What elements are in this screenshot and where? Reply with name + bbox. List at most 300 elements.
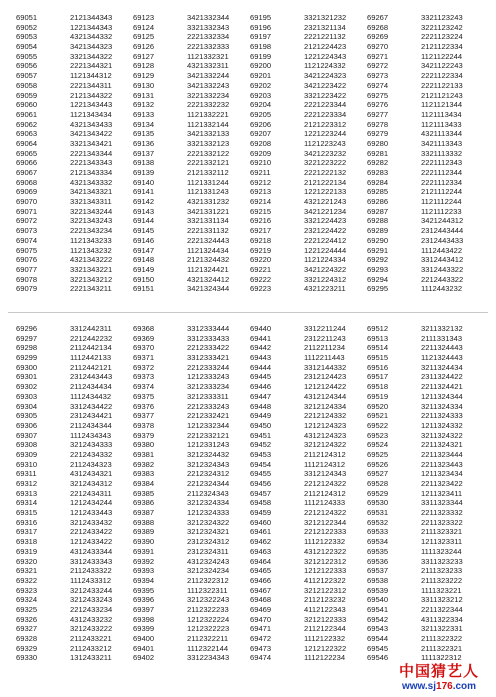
table-column — [16, 324, 133, 663]
row-id: 69290 — [367, 235, 389, 245]
row-id: 69143 — [133, 206, 155, 216]
row-id: 69383 — [133, 469, 155, 479]
row-code: 1221344343 — [70, 22, 113, 32]
row-code: 2211322344 — [421, 604, 463, 614]
table-row — [16, 91, 133, 101]
table-row — [367, 32, 484, 42]
table-row — [250, 595, 367, 605]
table-row — [133, 129, 250, 139]
row-id: 69302 — [16, 382, 38, 392]
row-id: 69535 — [367, 546, 389, 556]
row-id: 69281 — [367, 148, 389, 158]
table-row — [250, 129, 367, 139]
table-row — [133, 586, 250, 596]
table-row — [133, 440, 250, 450]
row-id: 69141 — [133, 187, 155, 197]
row-code: 2212324344 — [187, 479, 230, 488]
table-row — [250, 653, 367, 663]
row-code: 1121122244 — [421, 51, 463, 61]
table-row — [250, 566, 367, 576]
table-row — [367, 23, 484, 33]
row-code: 2211323443 — [421, 459, 463, 469]
table-row — [250, 100, 367, 110]
row-code: 3212324322 — [187, 517, 230, 527]
row-id: 69063 — [16, 129, 38, 139]
row-id: 69282 — [367, 158, 389, 168]
table-row — [16, 421, 133, 431]
row-code: 3312333433 — [187, 333, 230, 343]
row-id: 69529 — [367, 488, 389, 498]
row-id: 69144 — [133, 216, 155, 226]
section-divider — [8, 312, 488, 313]
row-id: 69145 — [133, 226, 155, 236]
table-row — [16, 402, 133, 412]
row-id: 69130 — [133, 80, 155, 90]
row-code: 1112322144 — [187, 643, 229, 653]
row-id: 69078 — [16, 274, 38, 284]
row-code: 1211323434 — [421, 469, 463, 479]
table-row — [367, 207, 484, 217]
table-row — [367, 605, 484, 615]
row-code: 3421343321 — [70, 187, 113, 197]
row-id: 69371 — [133, 353, 155, 363]
row-id: 69384 — [133, 479, 155, 488]
table-row — [16, 440, 133, 450]
table-row — [367, 343, 484, 353]
row-code: 2121223312 — [304, 119, 347, 129]
row-code: 3221343212 — [70, 274, 113, 284]
table-row — [133, 460, 250, 470]
table-row — [133, 61, 250, 71]
row-id: 69301 — [16, 372, 38, 382]
row-code: 3212433244 — [70, 585, 113, 595]
table-row — [367, 411, 484, 421]
table-row — [367, 469, 484, 479]
row-id: 69461 — [250, 527, 272, 537]
row-code: 4321343433 — [70, 119, 113, 129]
table-row — [367, 71, 484, 81]
table-row — [16, 284, 133, 294]
row-code: 1212124323 — [304, 420, 347, 430]
table-row — [133, 576, 250, 586]
table-column — [367, 13, 484, 294]
row-code: 2112434323 — [70, 459, 112, 469]
row-id: 69064 — [16, 138, 38, 148]
row-code: 3311323212 — [421, 595, 463, 605]
table-row — [133, 382, 250, 392]
row-code: 4321113344 — [421, 129, 463, 139]
row-code: 1112434432 — [70, 391, 112, 401]
row-code: 2221112343 — [421, 158, 463, 168]
row-code: 2321224422 — [304, 226, 347, 236]
row-code: 3321343311 — [70, 197, 112, 207]
table-row — [133, 207, 250, 217]
table-row — [16, 129, 133, 139]
table-row — [16, 255, 133, 265]
row-id: 69537 — [367, 566, 389, 576]
row-id: 69067 — [16, 168, 38, 177]
row-id: 69151 — [133, 284, 155, 294]
row-code: 1221223244 — [304, 129, 347, 139]
row-code: 3421223422 — [304, 80, 347, 90]
table-row — [133, 634, 250, 644]
table-row — [250, 353, 367, 363]
row-code: 2112434434 — [70, 382, 112, 392]
row-id: 69393 — [133, 566, 155, 576]
table-row — [250, 372, 367, 382]
row-id: 69530 — [367, 498, 389, 508]
table-row — [133, 450, 250, 460]
row-id: 69526 — [367, 459, 389, 469]
table-row — [250, 450, 367, 460]
table-row — [250, 402, 367, 412]
table-column — [367, 324, 484, 663]
row-code: 1121344312 — [70, 71, 112, 81]
row-id: 69440 — [250, 324, 272, 333]
row-code: 3212324234 — [187, 566, 230, 576]
row-id: 69293 — [367, 264, 389, 274]
row-id: 69203 — [250, 90, 272, 100]
table-row — [16, 653, 133, 663]
table-row — [16, 207, 133, 217]
row-id: 69513 — [367, 333, 389, 343]
row-id: 69148 — [133, 255, 155, 265]
table-row — [16, 634, 133, 644]
table-row — [367, 644, 484, 654]
row-id: 69197 — [250, 32, 272, 42]
table-row — [16, 624, 133, 634]
table-row — [250, 52, 367, 62]
table-row — [250, 71, 367, 81]
row-code: 2211323332 — [421, 508, 463, 518]
table-column — [133, 324, 250, 663]
table-row — [250, 110, 367, 120]
row-id: 69079 — [16, 284, 38, 294]
row-code: 3212124334 — [304, 401, 347, 411]
row-code: 3212122333 — [304, 614, 347, 624]
table-row — [367, 537, 484, 547]
row-code: 2221343343 — [70, 158, 113, 168]
row-code: 3312443412 — [421, 255, 464, 265]
row-code: 2221222132 — [304, 168, 347, 177]
row-id: 69400 — [133, 634, 155, 643]
row-code: 3321343421 — [70, 138, 113, 148]
row-id: 69076 — [16, 255, 38, 265]
row-code: 1212322224 — [187, 614, 230, 624]
row-code: 3211332132 — [421, 324, 463, 333]
row-code: 2211324333 — [421, 411, 463, 421]
table-row — [16, 61, 133, 71]
row-code: 1121224332 — [304, 61, 346, 71]
table-row — [133, 469, 250, 479]
row-code: 2221343344 — [70, 148, 113, 158]
row-code: 3421113343 — [421, 138, 463, 148]
watermark-title: 中国猜艺人 — [398, 663, 479, 680]
row-id: 69468 — [250, 595, 272, 605]
row-id: 69452 — [250, 440, 272, 450]
row-id: 69125 — [133, 32, 155, 42]
table-row — [133, 479, 250, 489]
row-id: 69077 — [16, 264, 38, 274]
table-row — [250, 120, 367, 130]
row-code: 3212433432 — [70, 517, 113, 527]
row-code: 2221332333 — [187, 42, 230, 52]
table-row — [250, 634, 367, 644]
row-id: 69441 — [250, 333, 272, 343]
table-row — [16, 158, 133, 168]
table-row — [133, 324, 250, 334]
table-row — [250, 226, 367, 236]
table-row — [133, 284, 250, 294]
row-code: 1111323244 — [421, 546, 462, 556]
row-id: 69522 — [367, 420, 389, 430]
row-code: 3312144332 — [304, 362, 347, 372]
table-row — [16, 557, 133, 567]
row-code: 3312333421 — [187, 353, 230, 363]
row-id: 69059 — [16, 90, 38, 100]
row-code: 2221112344 — [421, 168, 463, 177]
row-code: 1112442133 — [70, 353, 112, 363]
row-id: 69124 — [133, 22, 155, 32]
table-row — [16, 71, 133, 81]
row-code: 3212324432 — [187, 449, 230, 459]
table-row — [250, 168, 367, 178]
table-row — [16, 139, 133, 149]
row-code: 2312324311 — [187, 546, 229, 556]
table-row — [16, 168, 133, 178]
table-row — [367, 91, 484, 101]
row-code: 3421332133 — [187, 129, 230, 139]
table-row — [367, 508, 484, 518]
row-id: 69056 — [16, 61, 38, 71]
table-row — [367, 120, 484, 130]
row-id: 69075 — [16, 245, 38, 255]
table-row — [133, 42, 250, 52]
row-id: 69518 — [367, 382, 389, 392]
table-row — [133, 557, 250, 567]
row-id: 69061 — [16, 109, 38, 119]
row-code: 3211324322 — [421, 430, 463, 440]
row-id: 69450 — [250, 420, 272, 430]
row-code: 3321332343 — [187, 22, 230, 32]
table-column — [133, 13, 250, 294]
table-row — [250, 411, 367, 421]
row-id: 69142 — [133, 197, 155, 207]
table-row — [133, 431, 250, 441]
row-id: 69210 — [250, 158, 272, 168]
table-row — [133, 226, 250, 236]
table-row — [250, 527, 367, 537]
table-row — [250, 13, 367, 23]
row-code: 4312433344 — [70, 546, 113, 556]
row-code: 2212443322 — [421, 274, 464, 284]
row-code: 1112122332 — [304, 537, 346, 547]
table-row — [250, 149, 367, 159]
row-code: 3212322243 — [187, 595, 230, 605]
row-code: 1221343443 — [70, 100, 113, 110]
table-row — [250, 246, 367, 256]
table-row — [367, 479, 484, 489]
row-id: 69303 — [16, 391, 38, 401]
row-code: 4321331232 — [187, 197, 230, 207]
table-column — [16, 13, 133, 294]
row-code: 1121343434 — [70, 109, 112, 119]
table-row — [16, 100, 133, 110]
row-id: 69223 — [250, 284, 272, 294]
row-id: 69058 — [16, 80, 38, 90]
row-code: 1112433312 — [70, 575, 112, 585]
row-code: 3421332244 — [187, 71, 230, 81]
table-row — [133, 489, 250, 499]
table-row — [367, 187, 484, 197]
row-code: 2221344321 — [70, 61, 113, 71]
row-code: 2311324422 — [421, 372, 463, 382]
row-id: 69069 — [16, 187, 38, 197]
row-code: 4112122322 — [304, 575, 346, 585]
row-id: 69519 — [367, 391, 389, 401]
row-id: 69062 — [16, 119, 38, 129]
table-row — [250, 255, 367, 265]
table-row — [16, 32, 133, 42]
row-code: 1212124422 — [304, 382, 347, 392]
row-code: 2212434311 — [70, 488, 112, 498]
row-id: 69514 — [367, 343, 389, 353]
table-row — [16, 537, 133, 547]
table-row — [367, 634, 484, 644]
row-id: 69129 — [133, 71, 155, 81]
row-code: 3212324334 — [187, 498, 230, 508]
row-id: 69066 — [16, 158, 38, 168]
row-code: 2312443444 — [421, 226, 464, 236]
row-code: 2211323322 — [421, 517, 463, 527]
row-id: 69462 — [250, 537, 272, 547]
row-id: 69463 — [250, 546, 272, 556]
row-id: 69286 — [367, 197, 389, 207]
row-id: 69391 — [133, 546, 155, 556]
row-code: 2212433234 — [70, 604, 113, 614]
row-id: 69199 — [250, 51, 272, 61]
row-id: 69309 — [16, 449, 38, 459]
row-id: 69278 — [367, 119, 389, 129]
row-id: 69205 — [250, 109, 272, 119]
row-code: 2112442134 — [70, 343, 112, 353]
row-code: 2121343334 — [70, 168, 113, 177]
row-id: 69201 — [250, 71, 272, 81]
row-id: 69068 — [16, 177, 38, 187]
row-code: 2312434421 — [70, 411, 113, 421]
table-row — [367, 421, 484, 431]
table-row — [16, 489, 133, 499]
row-code: 3311323233 — [421, 556, 463, 566]
row-code: 3321224312 — [304, 274, 347, 284]
row-code: 3212122312 — [304, 556, 347, 566]
table-row — [16, 246, 133, 256]
table-row — [367, 216, 484, 226]
row-code: 3312234343 — [187, 653, 230, 663]
table-row — [133, 52, 250, 62]
table-row — [133, 644, 250, 654]
row-code: 2112324343 — [187, 488, 229, 498]
table-row — [16, 42, 133, 52]
row-id: 69322 — [16, 575, 38, 585]
table-row — [367, 460, 484, 470]
table-row — [133, 178, 250, 188]
row-id: 69299 — [16, 353, 38, 363]
table-row — [133, 518, 250, 528]
table-row — [16, 460, 133, 470]
row-code: 1211323311 — [421, 537, 463, 547]
row-id: 69204 — [250, 100, 272, 110]
table-row — [133, 236, 250, 246]
table-row — [133, 91, 250, 101]
row-code: 3312124343 — [304, 469, 347, 479]
table-row — [367, 61, 484, 71]
table-row — [367, 372, 484, 382]
row-id: 69310 — [16, 459, 38, 469]
row-id: 69146 — [133, 235, 155, 245]
row-id: 69538 — [367, 575, 389, 585]
row-code: 1211324332 — [421, 420, 463, 430]
row-id: 69532 — [367, 517, 389, 527]
row-code: 4321324412 — [187, 274, 230, 284]
row-id: 69390 — [133, 537, 155, 547]
row-code: 1121112233 — [421, 206, 462, 216]
table-row — [16, 149, 133, 159]
table-row — [250, 23, 367, 33]
row-id: 69470 — [250, 614, 272, 624]
row-id: 69442 — [250, 343, 272, 353]
row-id: 69283 — [367, 168, 389, 177]
table-row — [250, 207, 367, 217]
row-id: 69370 — [133, 343, 155, 353]
row-id: 69279 — [367, 129, 389, 139]
row-code: 1211324344 — [421, 391, 463, 401]
table-row — [16, 52, 133, 62]
row-code: 3312442311 — [70, 324, 112, 333]
table-row — [250, 460, 367, 470]
row-code: 2221332232 — [187, 100, 230, 110]
row-id: 69373 — [133, 372, 155, 382]
row-id: 69542 — [367, 614, 389, 624]
table-row — [133, 372, 250, 382]
row-code: 1121324434 — [187, 245, 229, 255]
table-row — [367, 284, 484, 294]
table-row — [367, 197, 484, 207]
row-code: 2111323321 — [421, 527, 463, 537]
row-id: 69520 — [367, 401, 389, 411]
row-code: 2111323233 — [421, 566, 463, 576]
table-row — [133, 139, 250, 149]
row-code: 3212124322 — [304, 440, 347, 450]
row-code: 2212332121 — [187, 430, 230, 440]
row-id: 69387 — [133, 508, 155, 518]
row-id: 69216 — [250, 216, 272, 226]
row-id: 69539 — [367, 585, 389, 595]
row-code: 2221123224 — [421, 32, 463, 42]
row-id: 69209 — [250, 148, 272, 158]
table-row — [16, 110, 133, 120]
row-id: 69270 — [367, 42, 389, 52]
table-row — [250, 187, 367, 197]
table-row — [250, 421, 367, 431]
row-code: 2112123232 — [304, 595, 346, 605]
row-code: 2111323222 — [421, 575, 463, 585]
row-id: 69402 — [133, 653, 155, 663]
row-code: 1121324421 — [187, 264, 229, 274]
row-id: 69472 — [250, 634, 272, 643]
row-code: 4312124344 — [304, 391, 347, 401]
table-row — [367, 275, 484, 285]
